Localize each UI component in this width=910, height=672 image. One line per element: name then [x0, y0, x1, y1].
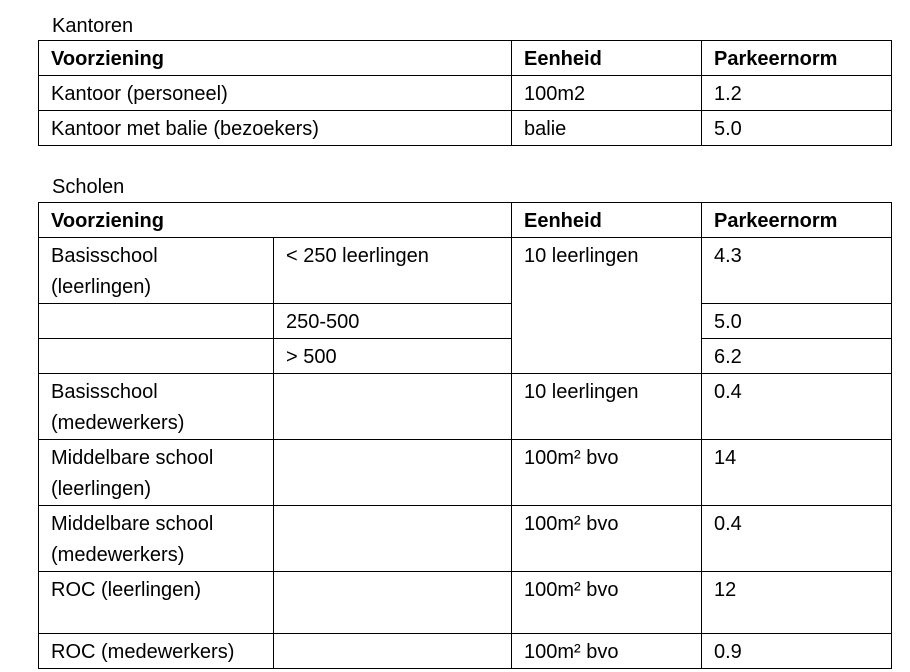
- table-header-row: [39, 41, 892, 76]
- cell-eenheid: 10 leerlingen: [512, 374, 702, 440]
- cell-voorziening: [39, 374, 274, 440]
- table-row: [39, 238, 892, 304]
- cell-band: 250-500: [274, 304, 512, 339]
- voorziening-line: (medewerkers): [51, 412, 185, 434]
- cell-eenheid: 100m2: [512, 76, 702, 111]
- cell-parkeernorm: 4.3: [702, 238, 892, 304]
- cell-parkeernorm: 14: [702, 440, 892, 506]
- cell-band: < 250 leerlingen: [274, 238, 512, 304]
- table-row: [39, 440, 892, 506]
- cell-voorziening: [39, 238, 274, 304]
- table-row: [39, 111, 892, 146]
- header-voorziening: Voorziening: [39, 41, 512, 76]
- cell-parkeernorm: 0.9: [702, 634, 892, 669]
- cell-band: > 500: [274, 339, 512, 374]
- cell-voorziening: Kantoor (personeel): [39, 76, 512, 111]
- scholen-table: [38, 202, 892, 669]
- table-row: [39, 76, 892, 111]
- cell-parkeernorm: 0.4: [702, 374, 892, 440]
- cell-parkeernorm: 6.2: [702, 339, 892, 374]
- cell-eenheid: 100m² bvo: [512, 506, 702, 572]
- cell-voorziening: ROC (medewerkers): [39, 634, 274, 669]
- cell-voorziening: [39, 339, 274, 374]
- header-parkeernorm: Parkeernorm: [702, 41, 892, 76]
- table-row: [39, 339, 892, 374]
- cell-eenheid: 100m² bvo: [512, 440, 702, 506]
- scholen-caption: Scholen: [52, 176, 125, 198]
- table-header-row: [39, 203, 892, 238]
- cell-eenheid: 10 leerlingen: [512, 238, 702, 374]
- voorziening-line: Middelbare school: [51, 513, 214, 535]
- cell-eenheid: balie: [512, 111, 702, 146]
- cell-parkeernorm: 1.2: [702, 76, 892, 111]
- header-eenheid: Eenheid: [512, 203, 702, 238]
- cell-band: [274, 440, 512, 506]
- voorziening-line: (leerlingen): [51, 478, 152, 500]
- cell-parkeernorm: 0.4: [702, 506, 892, 572]
- cell-eenheid: 100m² bvo: [512, 634, 702, 669]
- cell-voorziening: [39, 440, 274, 506]
- cell-voorziening: [39, 304, 274, 339]
- cell-parkeernorm: 5.0: [702, 111, 892, 146]
- voorziening-line: Basisschool: [51, 245, 158, 267]
- header-voorziening: Voorziening: [39, 203, 512, 238]
- table-row: [39, 374, 892, 440]
- cell-band: [274, 634, 512, 669]
- voorziening-line: Basisschool: [51, 381, 158, 403]
- table-row: [39, 572, 892, 634]
- cell-voorziening: Kantoor met balie (bezoekers): [39, 111, 512, 146]
- cell-parkeernorm: 12: [702, 572, 892, 634]
- table-row: [39, 634, 892, 669]
- voorziening-line: Middelbare school: [51, 447, 214, 469]
- cell-voorziening: ROC (leerlingen): [39, 572, 274, 634]
- table-row: [39, 506, 892, 572]
- table-row: [39, 304, 892, 339]
- cell-band: [274, 572, 512, 634]
- header-parkeernorm: Parkeernorm: [702, 203, 892, 238]
- kantoren-table: [38, 40, 892, 146]
- cell-eenheid: 100m² bvo: [512, 572, 702, 634]
- voorziening-line: (medewerkers): [51, 544, 185, 566]
- cell-parkeernorm: 5.0: [702, 304, 892, 339]
- cell-band: [274, 374, 512, 440]
- voorziening-line: (leerlingen): [51, 276, 152, 298]
- cell-band: [274, 506, 512, 572]
- kantoren-caption: Kantoren: [52, 15, 134, 37]
- cell-voorziening: [39, 506, 274, 572]
- header-eenheid: Eenheid: [512, 41, 702, 76]
